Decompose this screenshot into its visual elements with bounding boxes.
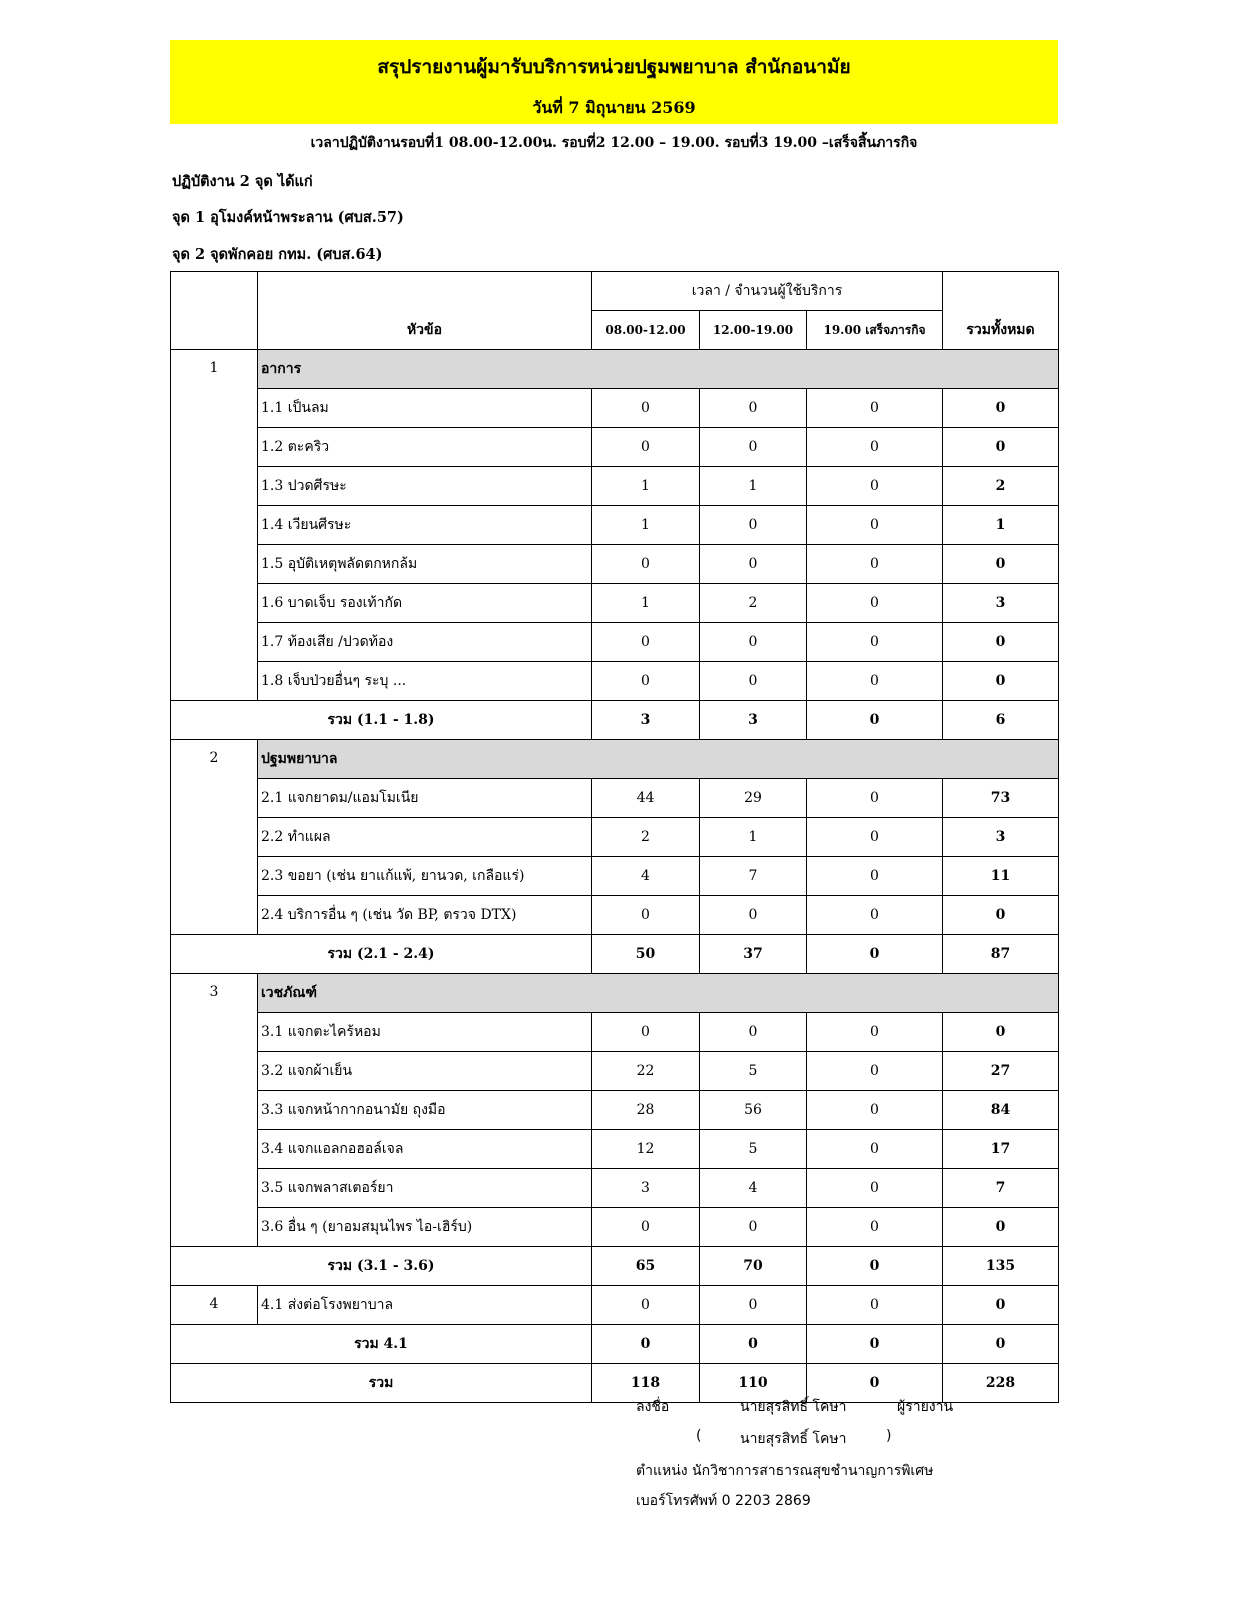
row-value: 1 [700,818,807,857]
row-value: 0 [700,389,807,428]
row-value: 0 [700,1286,807,1325]
row-value: 0 [592,623,700,662]
signer-phone: เบอร์โทรศัพท์ 0 2203 2869 [636,1493,811,1509]
subtotal-value: 70 [700,1247,807,1286]
grand-total-value: 0 [807,1364,943,1403]
header-slot-2: 12.00-19.00 [700,311,807,350]
title-banner [170,40,1058,124]
row-value: 0 [807,818,943,857]
section-number [171,740,258,935]
subtotal-value: 3 [592,701,700,740]
section-title: อาการ [258,350,1059,389]
row-value: 0 [807,662,943,701]
row-value: 0 [807,896,943,935]
grand-total-value: 118 [592,1364,700,1403]
row-value: 0 [807,389,943,428]
row-value: 4 [592,857,700,896]
table-row [171,428,1059,467]
row-label: 1.3 ปวดศีรษะ [258,467,592,506]
row-value: 1 [592,506,700,545]
table-row [171,1052,1059,1091]
row-value: 7 [700,857,807,896]
row-value: 0 [592,545,700,584]
row-value: 0 [700,1208,807,1247]
row-total: 27 [943,1052,1059,1091]
intro-line-2: จุด 1 อุโมงค์หน้าพระลาน (ศบส.57) [172,209,404,226]
row-value: 0 [807,506,943,545]
subtotal-label: รวม (3.1 - 3.6) [171,1247,592,1286]
subtotal-label: รวม (2.1 - 2.4) [171,935,592,974]
row-value: 1 [700,467,807,506]
row-value: 0 [807,1169,943,1208]
sign-label: ลงชื่อ [636,1399,670,1415]
row-value: 0 [807,584,943,623]
row-label: 2.3 ขอยา (เช่น ยาแก้แพ้, ยานวด, เกลือแร่) [258,857,592,896]
table-row [171,467,1059,506]
close-paren: ) [886,1428,892,1444]
row-value: 0 [807,857,943,896]
table-row [171,896,1059,935]
row-value: 0 [807,1130,943,1169]
row-value: 0 [807,623,943,662]
row-total: 1 [943,506,1059,545]
row-label: 1.2 ตะคริว [258,428,592,467]
subtotal-value: 0 [700,1325,807,1364]
section-row [171,740,1059,779]
table-row [171,389,1059,428]
row-value: 2 [700,584,807,623]
row-value: 0 [807,1052,943,1091]
row-value: 3 [592,1169,700,1208]
row-total: 7 [943,1169,1059,1208]
table-row [171,584,1059,623]
report-title: สรุปรายงานผู้มารับบริการหน่วยปฐมพยาบาล สำนักอนามัย [377,56,851,78]
row-total: 17 [943,1130,1059,1169]
table-row [171,1169,1059,1208]
row-value: 29 [700,779,807,818]
row-value: 0 [807,545,943,584]
row-value: 0 [807,779,943,818]
row-total: 0 [943,896,1059,935]
section-number [171,974,258,1247]
table-row [171,818,1059,857]
row-value: 0 [592,389,700,428]
section-title: ปฐมพยาบาล [258,740,1059,779]
section-row [171,350,1059,389]
table-row [171,1286,1059,1325]
subtotal-label: รวม (1.1 - 1.8) [171,701,592,740]
table-row [171,506,1059,545]
row-label: 4.1 ส่งต่อโรงพยาบาล [258,1286,592,1325]
row-value: 0 [700,896,807,935]
row-total: 3 [943,818,1059,857]
row-total: 0 [943,1208,1059,1247]
row-label: 1.4 เวียนศีรษะ [258,506,592,545]
subtotal-value: 0 [807,701,943,740]
subtotal-value: 0 [807,1325,943,1364]
section-number [171,1286,258,1325]
open-paren: ( [696,1428,702,1444]
row-label: 1.8 เจ็บป่วยอื่นๆ ระบุ ... [258,662,592,701]
row-value: 12 [592,1130,700,1169]
row-total: 0 [943,623,1059,662]
subtotal-total: 135 [943,1247,1059,1286]
row-value: 2 [592,818,700,857]
row-total: 11 [943,857,1059,896]
section-number-text: 3 [209,984,219,1000]
row-label: 2.1 แจกยาดม/แอมโมเนีย [258,779,592,818]
shift-times: เวลาปฏิบัติงานรอบที่1 08.00-12.00น. รอบที่2 12.00 – 19.00. รอบที่3 19.00 –เสร็จสิ้นภารกิจ [310,135,918,151]
subtotal-row [171,701,1059,740]
subtotal-label: รวม 4.1 [171,1325,592,1364]
row-total: 0 [943,389,1059,428]
row-value: 1 [592,467,700,506]
row-label: 2.2 ทำแผล [258,818,592,857]
row-total: 0 [943,545,1059,584]
row-value: 0 [807,467,943,506]
row-label: 3.6 อื่น ๆ (ยาอมสมุนไพร ไอ-เฮิร์บ) [258,1208,592,1247]
row-value: 0 [807,1013,943,1052]
row-value: 0 [592,1013,700,1052]
row-total: 0 [943,662,1059,701]
row-value: 0 [592,1286,700,1325]
table-row [171,1013,1059,1052]
subtotal-value: 0 [592,1325,700,1364]
row-label: 3.2 แจกผ้าเย็น [258,1052,592,1091]
row-value: 28 [592,1091,700,1130]
row-label: 1.5 อุบัติเหตุพลัดตกหกล้ม [258,545,592,584]
table-row [171,623,1059,662]
header-num-cell [171,272,258,350]
row-label: 2.4 บริการอื่น ๆ (เช่น วัด BP, ตรวจ DTX) [258,896,592,935]
table-row [171,545,1059,584]
row-total: 73 [943,779,1059,818]
subtotal-total: 0 [943,1325,1059,1364]
row-total: 0 [943,428,1059,467]
section-number-text: 1 [209,360,219,376]
row-total: 0 [943,1013,1059,1052]
row-value: 56 [700,1091,807,1130]
row-value: 0 [807,1286,943,1325]
header-total: รวมทั้งหมด [943,272,1059,350]
subtotal-total: 6 [943,701,1059,740]
row-value: 5 [700,1052,807,1091]
table-row [171,779,1059,818]
section-number-text: 2 [209,750,219,766]
table-row [171,662,1059,701]
grand-total-total: 228 [943,1364,1059,1403]
subtotal-row [171,1247,1059,1286]
row-value: 0 [700,506,807,545]
row-value: 44 [592,779,700,818]
signer-position: ตำแหน่ง นักวิชาการสาธารณสุขชำนาญการพิเศษ [636,1463,934,1479]
table-row [171,1091,1059,1130]
row-value: 1 [592,584,700,623]
table-row [171,857,1059,896]
subtotal-value: 3 [700,701,807,740]
row-value: 0 [592,896,700,935]
section-row [171,974,1059,1013]
row-label: 3.1 แจกตะไคร้หอม [258,1013,592,1052]
report-table [170,271,1059,1403]
row-value: 0 [592,662,700,701]
grand-total-label: รวม [171,1364,592,1403]
grand-total-value: 110 [700,1364,807,1403]
signer-name-paren: นายสุรสิทธิ์ โคษา [740,1431,847,1447]
row-total: 84 [943,1091,1059,1130]
subtotal-row [171,935,1059,974]
row-value: 0 [700,545,807,584]
header-time-group: เวลา / จำนวนผู้ใช้บริการ [592,272,943,311]
signer-role: ผู้รายงาน [897,1399,954,1415]
section-number [171,350,258,701]
row-value: 4 [700,1169,807,1208]
header-topic: หัวข้อ [258,272,592,350]
header-slot-3: 19.00 เสร็จภารกิจ [807,311,943,350]
subtotal-value: 37 [700,935,807,974]
subtotal-value: 65 [592,1247,700,1286]
table-row [171,1130,1059,1169]
subtotal-value: 50 [592,935,700,974]
row-value: 0 [700,428,807,467]
subtotal-row [171,1325,1059,1364]
row-label: 3.5 แจกพลาสเตอร์ยา [258,1169,592,1208]
table-row [171,1208,1059,1247]
row-label: 3.3 แจกหน้ากากอนามัย ถุงมือ [258,1091,592,1130]
row-value: 0 [700,1013,807,1052]
report-date: วันที่ 7 มิถุนายน 2569 [532,98,696,117]
row-value: 0 [807,1091,943,1130]
row-total: 3 [943,584,1059,623]
row-value: 0 [700,662,807,701]
row-label: 3.4 แจกแอลกอฮอล์เจล [258,1130,592,1169]
section-title: เวชภัณฑ์ [258,974,1059,1013]
row-value: 0 [807,428,943,467]
intro-line-3: จุด 2 จุดพักคอย กทม. (ศบส.64) [172,246,383,263]
subtotal-value: 0 [807,1247,943,1286]
row-value: 0 [592,428,700,467]
signer-name: นายสุรสิทธิ์ โคษา [740,1399,847,1415]
row-value: 0 [592,1208,700,1247]
row-label: 1.7 ท้องเสีย /ปวดท้อง [258,623,592,662]
section-number-text: 4 [209,1296,219,1312]
header-slot-1: 08.00-12.00 [592,311,700,350]
subtotal-value: 0 [807,935,943,974]
intro-line-1: ปฏิบัติงาน 2 จุด ได้แก่ [172,173,313,190]
row-total: 0 [943,1286,1059,1325]
row-value: 0 [700,623,807,662]
subtotal-total: 87 [943,935,1059,974]
row-total: 2 [943,467,1059,506]
row-label: 1.1 เป็นลม [258,389,592,428]
row-value: 5 [700,1130,807,1169]
row-value: 22 [592,1052,700,1091]
row-label: 1.6 บาดเจ็บ รองเท้ากัด [258,584,592,623]
row-value: 0 [807,1208,943,1247]
